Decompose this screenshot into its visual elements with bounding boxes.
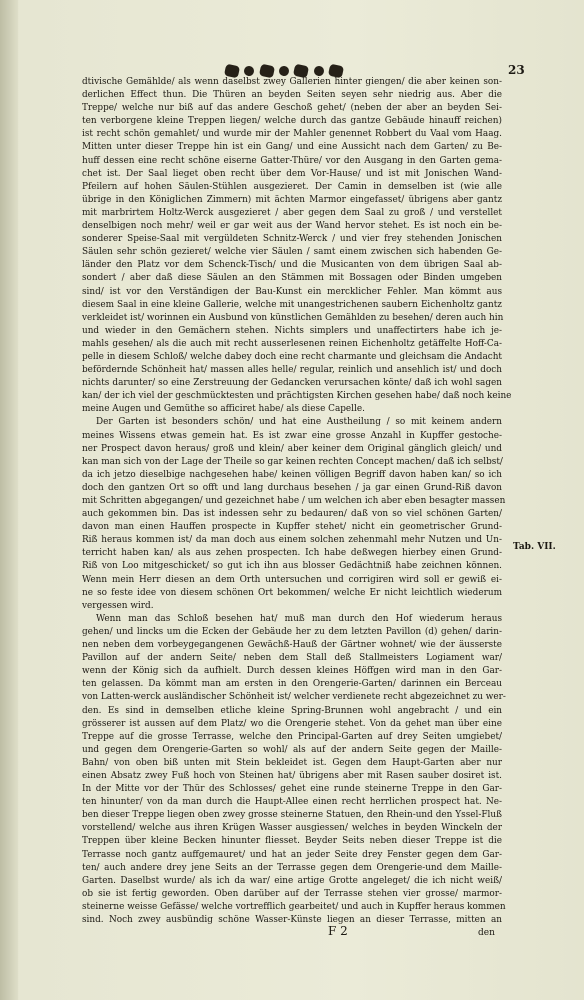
text-line: mahls gesehen/ als die auch mit recht ausserlesenen reinen Eichenholtz getäffelte Hoff-Ca-: [82, 338, 502, 349]
text-line: da ich jetzo dieselbige nachgesehen habe/ keinen völligen Begriff davon haben kan/ so ich: [82, 469, 502, 480]
text-line: ten verborgene kleine Treppen liegen/ welche durch das gantze Gebäude hinauff reichen): [82, 116, 502, 127]
text-line: kan man sich von der Lage der Theile so gar keinen rechten Concept machen/ daß ich selbst/: [82, 456, 503, 467]
text-line: Pfeilern auf hohen Säulen-Stühlen ausgezieret. Der Camin in demselben ist (wie alle: [82, 181, 502, 192]
text-line: meines Wissens etwas gemein hat. Es ist zwar eine grosse Anzahl in Kupffer gestoche-: [82, 430, 502, 441]
text-line: Treppen über kleine Becken hinunter fliesset. Beyder Seits neben dieser Treppe ist die: [82, 836, 502, 847]
text-line: Säulen sehr schön gezieret/ welche vier Säulen / samt einem zwischen sich habenden Ge-: [82, 247, 502, 258]
text-line: übrige in den Königlichen Zimmern) mit ächten Marmor eingefasset/ übrigens aber gantz: [82, 194, 502, 205]
text-line: nichts darunter/ so eine Zerstreuung der Gedancken verursachen könte/ daß ich wohl sagen: [82, 378, 502, 389]
text-line: mit marbrirtem Holtz-Werck ausgezieret / aber gegen dem Saal zu groß / und verstellet: [82, 207, 502, 218]
text-line: wenn der König sich da aufhielt. Durch dessen kleines Höffgen wird man in den Gar-: [82, 666, 502, 677]
text-line: sind/ ist vor den Verständigen der Bau-Kunst ein mercklicher Fehler. Man kömmt aus: [82, 286, 502, 297]
text-line: nen neben dem vorbeygegangenen Gewächß-Hauß der Gärtner wohnet/ wie der äusserste: [82, 640, 502, 651]
text-line: Terrasse noch gantz auffgemauret/ und hat an jeder Seite drey Fenster gegen dem Gar-: [82, 849, 502, 860]
text-line: ten/ auch andere drey jene Seits an der Terrasse gegen dem Orengerie-und dem Maille-: [82, 862, 502, 873]
text-line: Mitten unter dieser Treppe hin ist ein Gang/ und eine Aussicht nach dem Garten/ zu Be-: [82, 142, 502, 153]
text-line: einen Absatz zwey Fuß hoch von Steinen hat/ übrigens aber mit Rasen sauber dosiret ist.: [82, 770, 502, 781]
text-line: pelle in diesem Schloß/ welche dabey doch eine recht charmante und gleichsam die Andacht: [82, 351, 502, 362]
text-line: Pavillon auf der andern Seite/ neben dem Stall deß Stallmeisters Logiament war/: [82, 653, 502, 664]
text-line: ob sie ist fertig geworden. Oben darüber auf der Terrasse stehen vier grosse/ marmor-: [82, 888, 502, 899]
text-line: Wenn man das Schloß besehen hat/ muß man durch den Hof wiederum heraus: [96, 613, 502, 624]
text-line: In der Mitte vor der Thür des Schlosses/ gehet eine runde steinerne Treppe in den Gar-: [82, 784, 502, 795]
text-line: ben dieser Treppe liegen oben zwey grosse steinerne Statuen, den Rhein-und den Yssel-Fluß: [82, 810, 502, 821]
text-line: auch gekommen bin. Das ist indessen sehr zu bedauren/ daß von so viel schönen Garten/: [82, 509, 502, 520]
text-line: Treppe auf die grosse Terrasse, welche den Principal-Garten auf drey Seiten umgiebet/: [82, 731, 502, 742]
signature-mark: F 2: [328, 924, 348, 938]
text-line: ten hinunter/ von da man durch die Haupt-Allee einen recht herrlichen prospect hat. Ne-: [82, 797, 502, 808]
text-line: ner Prospect davon heraus/ groß und klein/ aber keiner dem Original gänglich gleich/ und: [82, 443, 502, 454]
text-line: mit Schritten abgegangen/ und gezeichnet habe / um welchen ich aber eben besagter massen: [82, 496, 506, 506]
text-line: ne so feste idee von diesem schönen Ort bekommen/ welche Er nicht leichtlich wiederum: [82, 587, 502, 598]
text-line: Wenn mein Herr diesen an dem Orth untersuchen und corrigiren wird soll er gewiß ei-: [82, 574, 502, 585]
text-line: Riß von Loo mitgeschicket/ so gut ich ihn aus blosser Gedächtniß habe zeichnen können.: [82, 561, 502, 572]
text-line: den. Es sind in demselben etliche kleine Spring-Brunnen wohl angebracht / und ein: [82, 705, 502, 716]
body-text: [82, 76, 512, 925]
text-line: davon man einen Hauffen prospecte in Kupffer stehet/ nicht ein geometrischer Grund-: [82, 522, 502, 533]
text-line: dtivische Gemählde/ als wenn daselbst zwey Gallerien hinter giengen/ die aber keinen son-: [82, 77, 502, 87]
text-line: terricht haben kan/ als aus zehen prospecten. Ich habe deßwegen hierbey einen Grund-: [82, 548, 502, 559]
margin-note: Tab. VII.: [513, 542, 556, 552]
text-line: und wieder in den Gemächern stehen. Nichts simplers und unaffectirters habe ich je-: [82, 325, 502, 336]
text-line: denselbigen noch mehr/ weil er gar weit aus der Wand hervor stehet. Es ist noch ein be-: [82, 221, 502, 232]
text-line: steinerne weisse Gefässe/ welche vortrefflich gearbeitet/ und auch in Kupffer heraus kommen: [82, 901, 506, 912]
text-line: sind. Noch zwey ausbündig schöne Wasser-Künste liegen an dieser Terrasse, mitten an: [82, 915, 502, 925]
text-line: grösserer ist aussen auf dem Platz/ wo die Orengerie stehet. Von da gehet man über eine: [82, 718, 502, 729]
text-line: ten gelassen. Da kömmt man am ersten in den Orengerie-Garten/ darinnen ein Berceau: [82, 679, 502, 690]
text-line: befördernde Schönheit hat/ massen alles helle/ regular, reinlich und ansehlich ist/ und doch: [82, 365, 502, 376]
text-line: diesem Saal in eine kleine Gallerie, welche mit unangestrichenen saubern Eichenholtz gantz: [82, 299, 502, 310]
text-line: doch den gantzen Ort so offt und lang durchaus besehen / ja gar einen Grund-Riß davon: [82, 482, 502, 493]
text-line: und gegen dem Orengerie-Garten so wohl/ als auf der andern Seite gegen der Maille-: [82, 744, 502, 755]
text-line: ist recht schön gemahlet/ und wurde mir der Mahler genennet Robbert du Vaal vom Haag.: [82, 129, 502, 140]
text-line: vorstellend/ welche aus ihren Krügen Wasser ausgiessen/ welches in beyden Winckeln der: [82, 823, 502, 834]
text-line: Der Garten ist besonders schön/ und hat eine Austheilung / so mit keinem andern: [96, 417, 502, 428]
text-line: gehen/ und lincks um die Ecken der Gebäude her zu dem letzten Pavillon (d) gehen/ darin-: [82, 626, 502, 637]
text-line: derlichen Effect thun. Die Thüren an beyden Seiten seyen sehr niedrig aus. Aber die: [82, 90, 502, 101]
text-line: sonderer Speise-Saal mit vergüldeten Schnitz-Werck / und vier frey stehenden Jonischen: [82, 234, 502, 245]
text-line: kan/ der ich viel der geschmücktesten und prächtigsten Kirchen gesehen habe/ daß noch keine: [82, 391, 512, 402]
text-line: chet ist. Der Saal lieget oben recht über dem Vor-Hause/ und ist mit Jonischen Wand-: [82, 168, 502, 179]
text-line: meine Augen und Gemüthe so afficiret habe/ als diese Capelle.: [82, 404, 365, 415]
text-line: huff dessen eine recht schöne eiserne Gatter-Thüre/ vor den Ausgang in den Garten gema-: [82, 155, 502, 166]
page-number: 23: [508, 63, 525, 77]
page-gutter: [0, 0, 18, 1000]
text-line: verkleidet ist/ worinnen ein Ausbund von künstlichen Gemählden zu besehen/ deren auch hin: [82, 312, 504, 323]
text-line: Bahn/ von oben biß unten mit Stein bekleidet ist. Gegen dem Haupt-Garten aber nur: [82, 757, 502, 768]
catchword: den: [478, 928, 495, 938]
text-line: sondert / aber daß diese Säulen an den Stämmen mit Bossagen oder Binden umgeben: [82, 273, 502, 284]
text-line: von Latten-werck ausländischer Schönheit ist/ welcher verdienete recht abgezeichnet zu wer-: [82, 692, 506, 703]
text-line: länder den Platz vor dem Schenck-Tisch/ und die Musicanten von dem übrigen Saal ab-: [82, 260, 502, 271]
text-line: Riß heraus kommen ist/ da man doch aus einem solchen zehenmahl mehr Nutzen und Un-: [82, 535, 502, 546]
text-line: Treppe/ welche nur biß auf das andere Geschoß gehet/ (neben der aber an beyden Sei-: [82, 103, 502, 114]
text-line: vergessen wird.: [82, 600, 154, 611]
text-line: Garten. Daselbst wurde/ als ich da war/ eine artige Grotte angeleget/ die ich nicht weiß/: [82, 875, 502, 886]
